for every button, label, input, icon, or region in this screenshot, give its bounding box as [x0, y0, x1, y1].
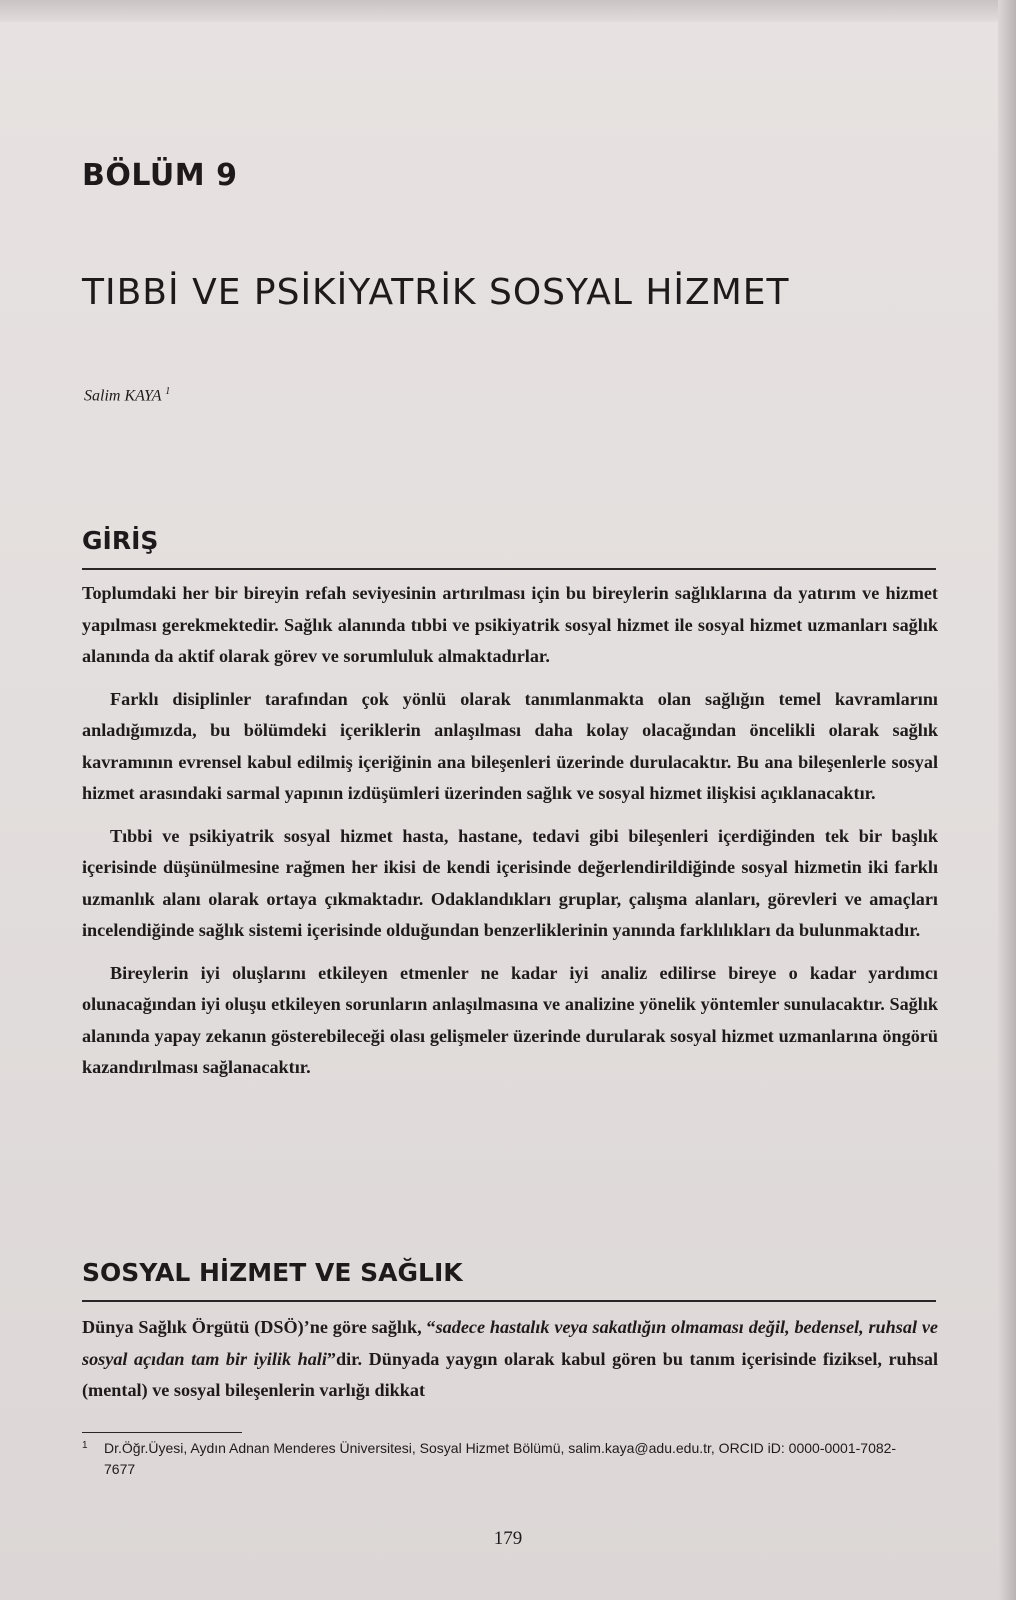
page-number: 179 [493, 1528, 523, 1549]
chapter-title: TIBBİ VE PSİKİYATRİK SOSYAL HİZMET [82, 272, 790, 313]
paragraph: Toplumdaki her bir bireyin refah seviyesinin artırılması için bu bireylerin sağlıklarına da yatırım ve hizmet yapılması gerekmektedir. Sağlık alanında tıbbi ve psikiyatrik sosyal hizmet ile sosyal hizmet uzmanları sağlık alanında da aktif olarak görev ve sorumluluk almaktadırlar. [82, 583, 938, 666]
section-body-sosyal-hizmet [82, 1312, 938, 1418]
author-line [84, 386, 170, 405]
footnote-text: Dr.Öğr.Üyesi, Aydın Adnan Menderes Üniversitesi, Sosyal Hizmet Bölümü, salim.kaya@adu.edu.tr, ORCID iD: 0000-0001-7082-7677 [104, 1440, 897, 1477]
footnote-rule [82, 1432, 242, 1433]
section-heading-giris: GİRİŞ [82, 526, 159, 555]
section-heading-sosyal-hizmet-ve-saglik: SOSYAL HİZMET VE SAĞLIK [82, 1258, 463, 1287]
chapter-label: BÖLÜM 9 [82, 158, 238, 193]
paragraph: Tıbbi ve psikiyatrik sosyal hizmet hasta, hastane, tedavi gibi bileşenleri içerdiğinden tek bir başlık içerisinde düşünülmesine rağmen her ikisi de kendi içerisinde değerlendirildiğinde sosyal hizmetin iki farklı uzmanlık alanı olarak ortaya çıkmaktadır. Odaklandıkları gruplar, çalışma alanları, görevleri ve amaçları incelendiğinde sağlık sistemi içerisinde olduğundan benzerliklerinin yanında farklılıkları da bulunmaktadır. [82, 825, 938, 940]
page-right-edge [998, 0, 1016, 1600]
footnote-marker: 1 [82, 1440, 88, 1451]
text-run: Dünya Sağlık Örgütü (DSÖ)’ne göre sağlık, “ [82, 1317, 436, 1337]
paragraph: Bireylerin iyi oluşlarını etkileyen etmenler ne kadar iyi analiz edilirse bireye o kadar yardımcı olunacağından iyi oluşu etkileyen sorunların anlaşılmasına ve analizine yönelik yöntemler sunulacaktır. Sağlık alanında yapay zekanın gösterebileceği olası gelişmeler üzerinde durularak sosyal hizmet uzmanlarına öngörü kazandırılması sağlanacaktır. [82, 962, 938, 1077]
paragraph [82, 1312, 938, 1407]
footnote [82, 1438, 922, 1480]
section-rule [82, 1300, 936, 1302]
section-body-giris [82, 578, 938, 1095]
page-top-edge [0, 0, 1016, 22]
who-definition-quote: sadece hastalık veya sakatlığın olmaması değil, bedensel, ruhsal ve sosyal açıdan tam bir iyilik hali [82, 1317, 938, 1369]
section-rule [82, 568, 936, 570]
author-name: Salim KAYA [84, 387, 162, 405]
paragraph: Farklı disiplinler tarafından çok yönlü olarak tanımlanmakta olan sağlığın temel kavramlarını anladığımızda, bu bölümdeki içeriklerin anlaşılması daha kolay olacağından öncelikli olarak sağlık kavramının evrensel kabul edilmiş içeriğinin ana bileşenleri üzerinde durulacaktır. Bu ana bileşenlerle sosyal hizmet arasındaki sarmal yapının izdüşümleri üzerinden sağlık ve sosyal hizmet ilişkisi açıklanacaktır. [82, 688, 938, 803]
author-footnote-marker: 1 [165, 386, 171, 397]
text-run: ”dir. Dünyada yaygın olarak kabul gören bu tanım içerisinde fiziksel, ruhsal (mental) ve sosyal bileşenlerin varlığı dikkat [82, 1348, 938, 1400]
